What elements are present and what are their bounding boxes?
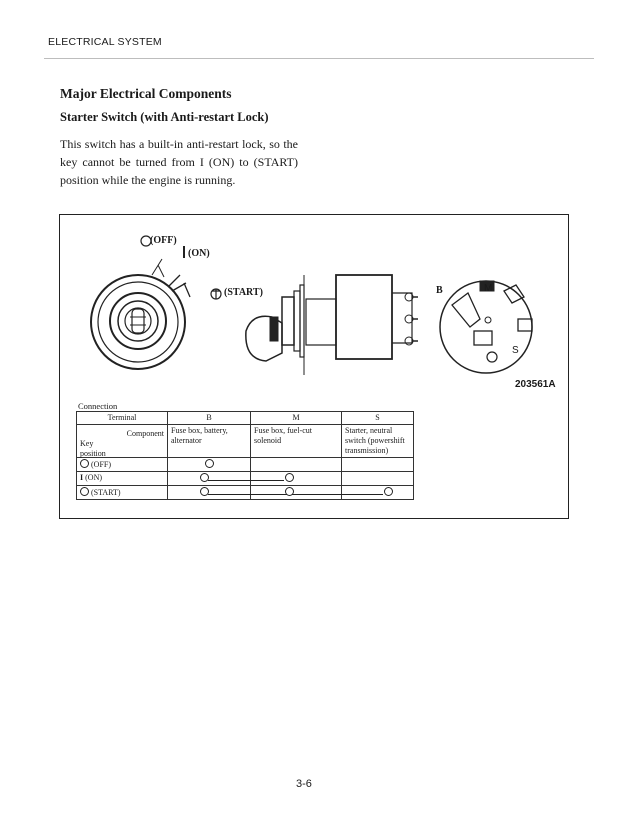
starter-switch-figure <box>59 214 569 519</box>
row-on-s <box>342 472 414 486</box>
on-symbol-icon: I <box>80 473 84 482</box>
terminal-m-label: M <box>484 283 493 294</box>
body-paragraph: This switch has a built-in anti-restart lock, so the key cannot be turned from I (ON) to (START) position while the engine is running. <box>60 137 298 187</box>
connection-line <box>248 494 344 495</box>
key-component-cell <box>77 425 168 458</box>
page-number: 3-6 <box>296 778 312 790</box>
row-on-label: (ON) <box>85 473 103 482</box>
col-s-header: S <box>342 412 414 425</box>
table-row <box>77 472 414 486</box>
subsection-heading: Starter Switch (with Anti-restart Lock) <box>60 110 269 124</box>
component-m: Fuse box, fuel-cut solenoid <box>251 425 342 458</box>
component-b: Fuse box, battery, alternator <box>168 425 251 458</box>
connection-dot <box>384 487 393 496</box>
off-symbol-icon <box>80 459 89 468</box>
col-m-header: M <box>251 412 342 425</box>
connection-dot <box>285 487 294 496</box>
connection-line <box>248 480 284 481</box>
row-start-b <box>168 486 251 500</box>
row-on-b <box>168 472 251 486</box>
running-header: ELECTRICAL SYSTEM <box>48 36 162 48</box>
table-row <box>77 425 414 458</box>
connection-line <box>339 494 383 495</box>
row-start-m <box>251 486 342 500</box>
row-on-label-cell <box>77 472 168 486</box>
key-header: Key <box>80 439 94 448</box>
col-b-header: B <box>168 412 251 425</box>
connection-line <box>208 480 253 481</box>
table-row <box>77 486 414 500</box>
connection-line <box>208 494 253 495</box>
row-off-m <box>251 458 342 472</box>
row-start-label: (START) <box>91 488 121 497</box>
figure-id: 203561A <box>515 379 556 390</box>
row-off-s <box>342 458 414 472</box>
switch-body-drawing <box>246 275 418 375</box>
label-on: (ON) <box>188 248 210 259</box>
row-start-label-cell <box>77 486 168 500</box>
position-header: position <box>80 449 106 458</box>
terminal-header-cell <box>77 412 168 425</box>
terminal-header: Terminal <box>107 413 137 422</box>
connection-table <box>76 411 414 500</box>
section-heading: Major Electrical Components <box>60 86 232 101</box>
header-rule <box>44 58 594 59</box>
row-off-b <box>168 458 251 472</box>
terminal-s-label: S <box>512 345 519 356</box>
component-s: Starter, neutral switch (powershift transmission) <box>342 425 414 458</box>
terminal-view-drawing <box>440 281 532 373</box>
connection-dot <box>205 459 214 468</box>
connection-dot <box>285 473 294 482</box>
start-position-symbol <box>211 289 221 299</box>
label-off: (OFF) <box>150 235 177 246</box>
table-row <box>77 458 414 472</box>
row-start-s <box>342 486 414 500</box>
row-off-label: (OFF) <box>91 460 112 469</box>
terminal-b-label: B <box>436 285 443 296</box>
component-header: Component <box>126 429 164 438</box>
start-symbol-icon <box>80 487 89 496</box>
table-row <box>77 412 414 425</box>
key-face-drawing <box>91 259 190 369</box>
row-off-label-cell <box>77 458 168 472</box>
row-on-m <box>251 472 342 486</box>
connection-title: Connection <box>78 401 118 411</box>
label-start: (START) <box>224 287 263 298</box>
